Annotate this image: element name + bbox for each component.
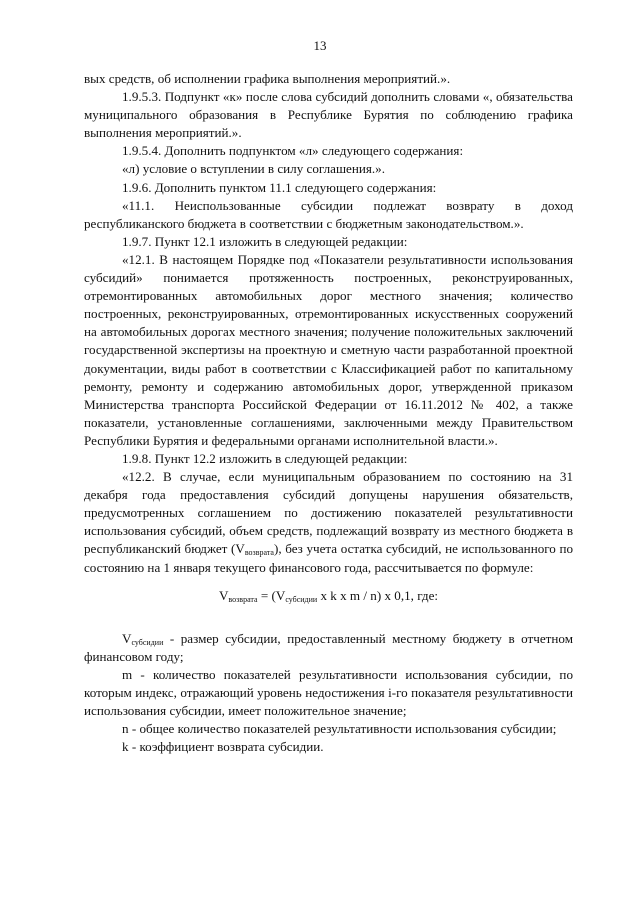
paragraph: 1.9.7. Пункт 12.1 изложить в следующей редакции: (122, 233, 408, 249)
definition-v-subscript: субсидии (131, 637, 164, 647)
paragraph: 1.9.6. Дополнить пунктом 11.1 следующего содержания: (122, 179, 437, 195)
definition-v (84, 630, 573, 666)
paragraph-12-2 (84, 468, 573, 577)
definition-k: k - коэффициент возврата субсидии. (122, 739, 324, 755)
paragraph: 1.9.5.4. Дополнить подпунктом «л» следующего содержания: (122, 143, 464, 159)
paragraph: «12.1. В настоящем Порядке под «Показатели результативности использования субсидий» понимается протяженность построенных, реконструированных, отремонтированных автомобильных дорог местного значения; количество построенных, реконструированных, отремонтированных искусственных сооружений на автомобильных дорогах местного значения; получение положительных заключений государственной экспертизы на проектную и сметную части разработанной проектной документации, виды работ в соответствии с Классификацией работ по капитальному ремонту, ремонту и содержанию автомобильных дорог, утвержденной приказом Министерства транспорта Российской Федерации от 16.11.2012 № 402, а также показатели, установленные соглашениями, заключенными между Правительством Республики Бурятия и федеральными органами исполнительной власти.». (84, 251, 573, 448)
formula-sub-subsidy: субсидии (285, 594, 318, 604)
formula-rest: x k x m / n) x 0,1, где: (317, 587, 439, 603)
formula-sub-return: возврата (228, 594, 258, 604)
p122-after: ), без учета остатка субсидий, не использованного по состоянию на 1 января текущего финансового года, рассчитывается по формуле: (84, 541, 573, 575)
document-body (84, 70, 573, 756)
paragraph: вых средств, об исполнении графика выполнения мероприятий.». (84, 71, 451, 86)
definition-n: n - общее количество показателей результативности использования субсидии; (122, 721, 557, 737)
paragraph: «л) условие о вступлении в силу соглашения.». (122, 161, 385, 177)
definition-m: m - количество показателей результативности использования субсидии, по которым индекс, отражающий уровень недостижения i-го показателя результативности использования субсидии, имеет положительное значение; (84, 666, 573, 719)
p122-before: «12.2. В случае, если муниципальным образованием по состоянию на 31 декабря года предоставления субсидий допущены нарушения обязательств, предусмотренных соглашением по достижению показателей результативности использования субсидий, объем средств, подлежащий возврату из местного бюджета в республиканский бюджет (V (84, 469, 573, 557)
paragraph: 1.9.5.3. Подпункт «к» после слова субсидий дополнить словами «, обязательства муниципального образования в Республике Бурятия по соблюдению графика выполнения мероприятий.». (84, 89, 573, 141)
formula-v: V (218, 587, 229, 603)
page-number: 13 (313, 38, 327, 53)
paragraph: «11.1. Неиспользованные субсидии подлежат возврату в доход республиканского бюджета в соответствии с бюджетным законодательством.». (84, 197, 573, 231)
definition-v-text: - размер субсидии, предоставленный местному бюджету в отчетном финансовом году; (84, 630, 573, 664)
p122-subscript: возврата (244, 548, 274, 558)
paragraph: 1.9.8. Пункт 12.2 изложить в следующей редакции: (122, 450, 408, 466)
formula-mid: = (V (257, 587, 286, 603)
definition-v-symbol: V (122, 630, 132, 646)
formula (84, 587, 573, 605)
